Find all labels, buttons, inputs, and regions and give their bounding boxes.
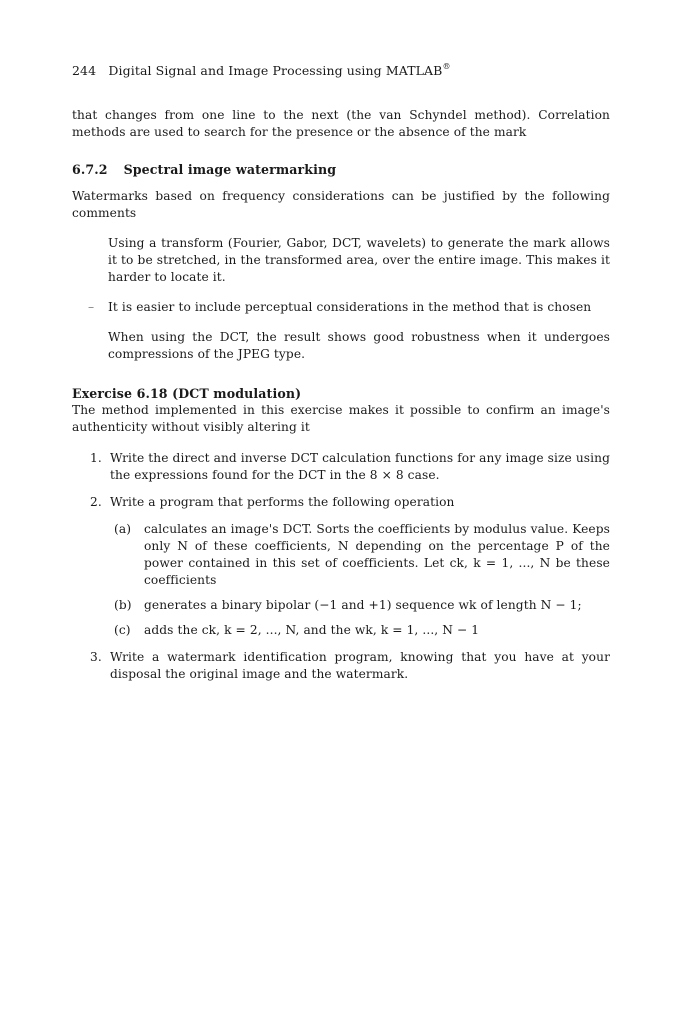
item-text: Write the direct and inverse DCT calculation functions for any image size using the expressions found for the DCT in the 8 × 8 case. [110, 451, 610, 482]
item-number: 1. [90, 451, 102, 465]
section-title: Spectral image watermarking [123, 162, 337, 177]
section-number: 6.7.2 [72, 162, 108, 177]
intro-paragraph: that changes from one line to the next (the van Schyndel method). Correlation methods are used to search for the presence or the absence of the mark [72, 108, 610, 139]
bullet-item [108, 235, 610, 286]
subitem-label: (c) [114, 623, 131, 637]
section-intro: Watermarks based on frequency considerations can be justified by the following comments [72, 189, 610, 220]
page-number: 244 [72, 63, 97, 78]
exercise-sublist [72, 521, 610, 639]
exercise-heading: Exercise 6.18 (DCT modulation) [72, 386, 302, 401]
subitem-text: calculates an image's DCT. Sorts the coefficients by modulus value. Keeps only N of these coefficients, N depending on the percentage P of the power contained in this set of coefficients. Let ck, k = 1, ..., N be these coefficients [144, 522, 610, 587]
bullet-text: It is easier to include perceptual considerations in the method that is chosen [108, 300, 592, 314]
subitem-label: (a) [114, 522, 132, 536]
exercise-subitem [114, 622, 610, 639]
bullet-item [108, 329, 610, 363]
subitem-label: (b) [114, 598, 132, 612]
exercise-item [90, 494, 610, 511]
section-heading [72, 161, 610, 178]
bullet-text: When using the DCT, the result shows good robustness when it undergoes compressions of the JPEG type. [108, 330, 610, 361]
bullet-text: Using a transform (Fourier, Gabor, DCT, wavelets) to generate the mark allows it to be stretched, in the transformed area, over the entire image. This makes it harder to locate it. [108, 236, 610, 284]
running-header [72, 58, 610, 79]
registered-mark: ® [442, 62, 451, 71]
exercise-intro: The method implemented in this exercise makes it possible to confirm an image's authenticity without visibly altering it [72, 403, 610, 434]
item-text: Write a program that performs the following operation [110, 495, 455, 509]
book-title: Digital Signal and Image Processing using MATLAB [108, 63, 443, 78]
exercise-subitem [114, 597, 610, 614]
item-number: 3. [90, 650, 102, 664]
exercise-list [72, 450, 610, 683]
exercise-item [90, 649, 610, 683]
exercise-item [90, 450, 610, 484]
dash-marker: – [88, 300, 95, 314]
item-number: 2. [90, 495, 102, 509]
bullet-item [88, 299, 610, 316]
document-page [72, 58, 610, 693]
exercise-subitem [114, 521, 610, 589]
item-text: Write a watermark identification program, knowing that you have at your disposal the original image and the watermark. [110, 650, 610, 681]
subitem-text: adds the ck, k = 2, ..., N, and the wk, k = 1, ..., N − 1 [144, 623, 480, 637]
subitem-text: generates a binary bipolar (−1 and +1) sequence wk of length N − 1; [144, 598, 582, 612]
